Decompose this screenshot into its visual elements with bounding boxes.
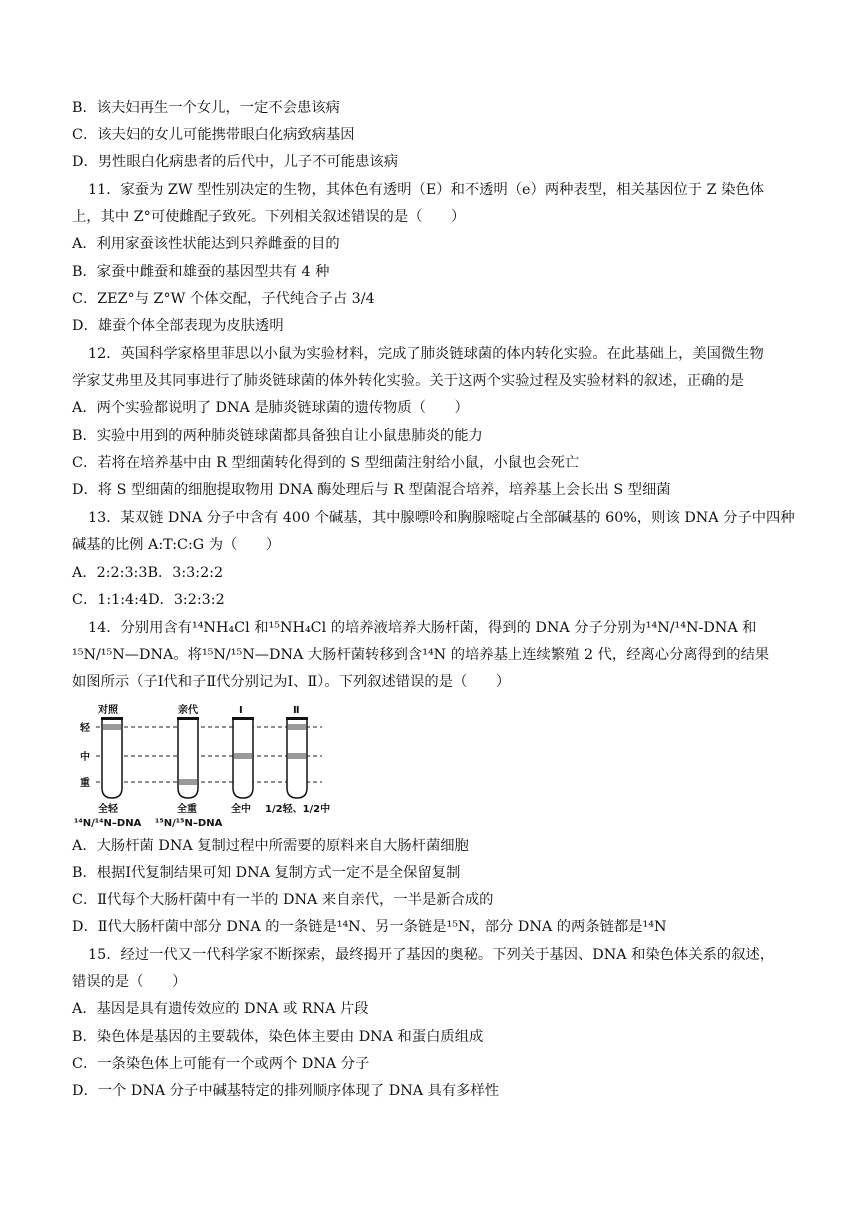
option-c-q15: C．一条染色体上可能有一个或两个 DNA 分子: [72, 1056, 370, 1072]
question-12-line-1: 12．英国科学家格里菲思以小鼠为实验材料，完成了肺炎链球菌的体内转化实验。在此基础上，美国微生物: [88, 346, 764, 362]
dna-band-middle: [288, 753, 306, 759]
option-d-q12: D．将 S 型细菌的细胞提取物用 DNA 酶处理后与 R 型菌混合培养，培养基上会长出 S 型细菌: [72, 482, 671, 498]
option-a-q12: A．两个实验都说明了 DNA 是肺炎链球菌的遗传物质（ ）: [72, 400, 469, 416]
question-14-line-1: 14．分别用含有¹⁴NH₄Cl 和¹⁵NH₄Cl 的培养液培养大肠杆菌，得到的 DNA 分子分别为¹⁴N/¹⁴N-DNA 和: [88, 620, 757, 636]
question-11-line-1: 11．家蚕为 ZW 型性别决定的生物，其体色有透明（E）和不透明（e）两种表型，相关基因位于 Z 染色体: [88, 182, 764, 198]
question-14-line-2: ¹⁵N/¹⁵N—DNA。将¹⁵N/¹⁵N—DNA 大肠杆菌转移到含¹⁴N 的培养基上连续繁殖 2 代，经离心分离得到的结果: [72, 647, 770, 663]
options-cd-q13: C．1:1:4:4D．3:2:3:2: [72, 592, 225, 608]
tube-label-control: 对照: [98, 705, 118, 716]
option-d-q11: D．雄蚕个体全部表现为皮肤透明: [72, 318, 284, 334]
option-c-q14: C．Ⅱ代每个大肠杆菌中有一半的 DNA 来自亲代，一半是新合成的: [72, 892, 494, 908]
dna-band-light: [288, 724, 306, 730]
option-a-q15: A．基因是具有遗传效应的 DNA 或 RNA 片段: [72, 1001, 369, 1017]
option-a-q11: A．利用家蚕该性状能达到只养雌蚕的目的: [72, 236, 340, 252]
option-c-q11: C．ZEZ°与 Z°W 个体交配，子代纯合子占 3/4: [72, 291, 375, 307]
dna-band-middle: [234, 753, 252, 759]
question-12-line-2: 学家艾弗里及其同事进行了肺炎链球菌的体外转化实验。关于这两个实验过程及实验材料的叙述，正确的是: [72, 373, 744, 389]
option-d-q15: D．一个 DNA 分子中碱基特定的排列顺序体现了 DNA 具有多样性: [72, 1083, 500, 1099]
dna-band-heavy: [179, 779, 197, 785]
question-13-line-2: 碱基的比例 A:T:C:G 为（ ）: [72, 537, 281, 553]
question-15-line-2: 错误的是（ ）: [72, 974, 187, 990]
tube-label-gen2: Ⅱ: [293, 705, 300, 716]
option-b-q12: B．实验中用到的两种肺炎链球菌都具备独自让小鼠患肺炎的能力: [72, 428, 483, 444]
tube-gen1: [232, 717, 254, 798]
sublabel-15n-dna: ¹⁵N/¹⁵N–DNA: [155, 818, 223, 829]
option-b-q15: B．染色体是基因的主要载体，染色体主要由 DNA 和蛋白质组成: [72, 1029, 484, 1045]
result-label-control: 全轻: [98, 804, 118, 815]
result-label-parent: 全重: [177, 804, 197, 815]
question-13-line-1: 13．某双链 DNA 分子中含有 400 个碱基，其中腺嘌呤和胸腺嘧啶占全部碱基的 60%，则该 DNA 分子中四种: [88, 510, 795, 526]
tube-gen2: [286, 717, 308, 798]
option-b-q10: B．该夫妇再生一个女儿，一定不会患该病: [72, 100, 340, 116]
tube-label-parent: 亲代: [178, 705, 198, 716]
result-label-gen1: 全中: [231, 804, 251, 815]
question-11-line-2: 上，其中 Z°可使雌配子致死。下列相关叙述错误的是（ ）: [72, 209, 466, 225]
option-c-q10: C．该夫妇的女儿可能携带眼白化病致病基因: [72, 127, 355, 143]
question-15-line-1: 15．经过一代又一代科学家不断探索，最终揭开了基因的奥秘。下列关于基因、DNA 和染色体关系的叙述，: [88, 947, 775, 963]
level-label-middle: 中: [80, 752, 90, 763]
tube-parent: [177, 717, 199, 798]
tube-label-gen1: Ⅰ: [239, 705, 243, 716]
centrifuge-figure: [72, 700, 342, 830]
level-label-heavy: 重: [80, 778, 90, 789]
question-14-line-3: 如图所示（子Ⅰ代和子Ⅱ代分别记为Ⅰ、Ⅱ）。下列叙述错误的是（ ）: [72, 674, 511, 690]
option-b-q14: B．根据Ⅰ代复制结果可知 DNA 复制方式一定不是全保留复制: [72, 865, 461, 881]
tube-control: [101, 717, 123, 798]
result-label-gen2: 1/2轻、1/2中: [265, 804, 331, 815]
option-c-q12: C．若将在培养基中由 R 型细菌转化得到的 S 型细菌注射给小鼠，小鼠也会死亡: [72, 455, 580, 471]
dna-band-light: [103, 724, 121, 730]
option-b-q11: B．家蚕中雌蚕和雄蚕的基因型共有 4 种: [72, 264, 330, 280]
sublabel-14n-dna: ¹⁴N/¹⁴N–DNA: [74, 818, 142, 829]
level-label-light: 轻: [80, 723, 90, 734]
option-a-q14: A．大肠杆菌 DNA 复制过程中所需要的原料来自大肠杆菌细胞: [72, 838, 469, 854]
options-ab-q13: A．2:2:3:3B．3:3:2:2: [72, 565, 224, 581]
option-d-q10: D．男性眼白化病患者的后代中，儿子不可能患该病: [72, 154, 398, 170]
option-d-q14: D．Ⅱ代大肠杆菌中部分 DNA 的一条链是¹⁴N、另一条链是¹⁵N，部分 DNA 的两条链都是¹⁴N: [72, 919, 667, 935]
